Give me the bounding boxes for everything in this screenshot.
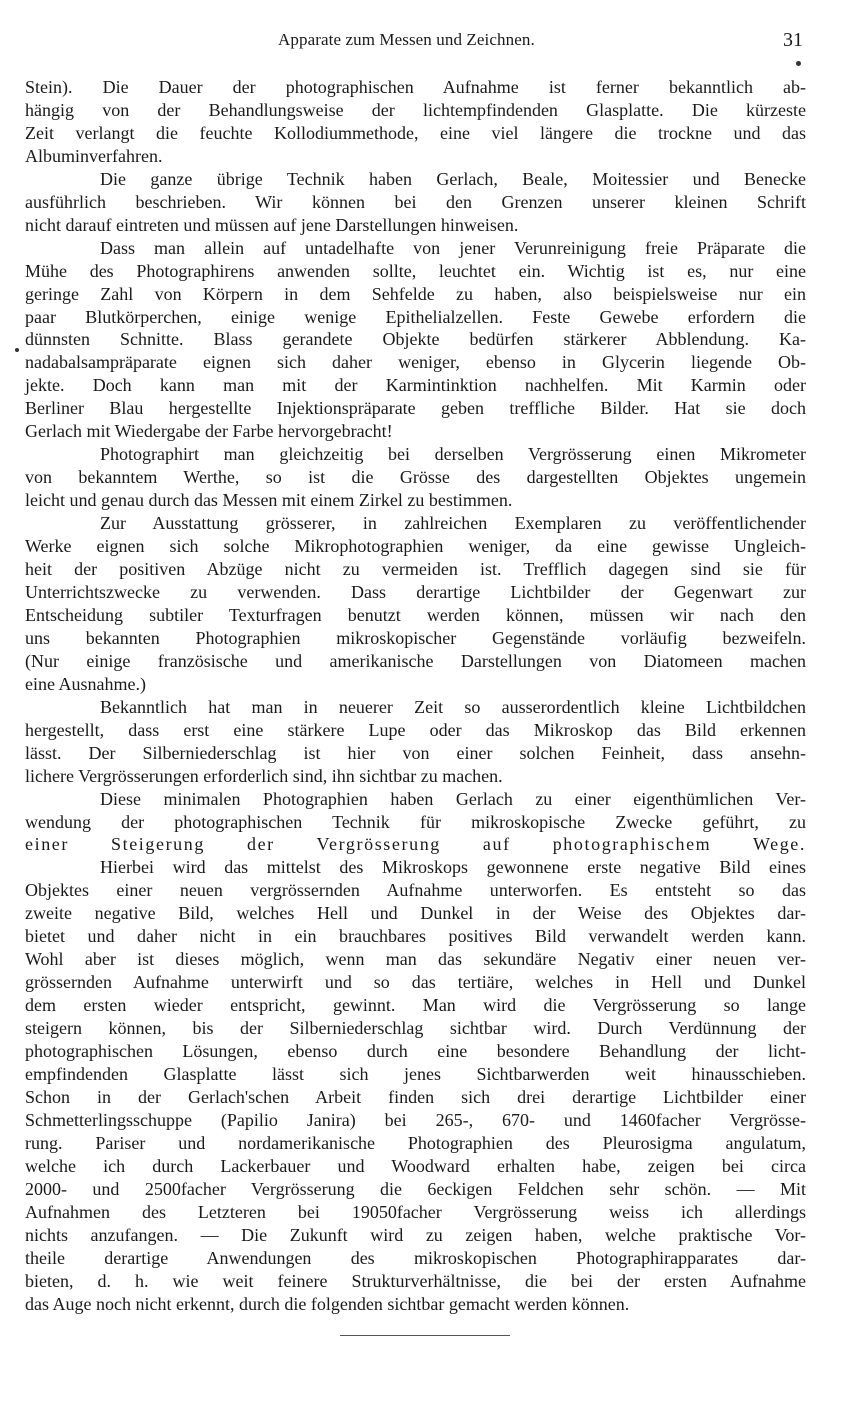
text-line: hergestellt, dass erst eine stärkere Lupe oder das Mikroskop das Bild erkennen [25,719,806,740]
text-line: Albuminverfahren. [25,145,163,166]
text-line: Unterrichtszwecke zu verwenden. Dass derartige Lichtbilder der Gegenwart zur [25,581,806,602]
text-line: lässt. Der Silberniederschlag ist hier von einer solchen Feinheit, dass ansehn- [25,742,806,763]
text-line: Hierbei wird das mittelst des Mikroskops gewonnene erste negative Bild eines [100,857,806,878]
text-line: 2000- und 2500facher Vergrösserung die 6eckigen Feldchen sehr schön. — Mit [25,1178,806,1199]
paragraph [25,237,806,444]
text-line: Stein). Die Dauer der photographischen Aufnahme ist ferner bekanntlich ab- [25,77,806,97]
paragraph [25,443,806,512]
text-line: Schmetterlingsschuppe (Papilio Janira) bei 265-, 670- und 1460facher Vergrösse- [25,1109,806,1130]
end-rule [340,1335,510,1336]
text-line: Wohl aber ist dieses möglich, wenn man das sekundäre Negativ einer neuen ver- [25,949,806,970]
running-head [0,30,860,54]
text-line: Schon in der Gerlach'schen Arbeit finden sich drei derartige Lichtbilder einer [25,1086,806,1107]
text-line: einer Steigerung der Vergrösserung auf photographischem Wege. [25,834,806,855]
paragraph [25,76,806,168]
text-line: eine Ausnahme.) [25,673,146,694]
text-line: Zeit verlangt die feuchte Kollodiummethode, eine viel längere die trockne und das [25,122,806,143]
text-line: das Auge noch nicht erkennt, durch die folgenden sichtbar gemacht werden können. [25,1293,630,1314]
text-line: grössernden Aufnahme unterwirft und so das tertiäre, welches in Hell und Dunkel [25,972,806,993]
text-line: hängig von der Behandlungsweise der lichtempfindenden Glasplatte. Die kürzeste [25,99,806,120]
text-line: wendung der photographischen Technik für mikroskopische Zwecke geführt, zu [25,811,806,832]
text-line: uns bekannten Photographien mikroskopischer Gegenstände vorläufig bezweifeln. [25,627,806,648]
text-line: welche ich durch Lackerbauer und Woodward erhalten habe, zeigen bei circa [25,1155,806,1176]
text-line: photographischen Lösungen, ebenso durch eine besondere Behandlung der licht- [25,1041,806,1062]
text-line: rung. Pariser und nordamerikanische Photographien des Pleurosigma angulatum, [25,1132,806,1153]
text-line: bieten, d. h. wie weit feinere Strukturverhältnisse, die bei der ersten Aufnahme [25,1270,806,1291]
text-line: heit der positiven Abzüge nicht zu vermeiden ist. Trefflich dagegen sind sie für [25,559,806,580]
text-line: Werke eignen sich solche Mikrophotographien weniger, da eine gewisse Ungleich- [25,536,806,557]
text-line: lichere Vergrösserungen erforderlich sind, ihn sichtbar zu machen. [25,765,503,786]
text-line: Die ganze übrige Technik haben Gerlach, Beale, Moitessier und Benecke [100,168,806,189]
text-line: nadabalsampräparate eignen sich daher weniger, ebenso in Glycerin liegende Ob- [25,352,806,373]
paragraph [25,856,806,1315]
paragraph [25,788,806,857]
text-line: steigern können, bis der Silberniederschlag sichtbar wird. Durch Verdünnung der [25,1018,806,1039]
text-line: nicht darauf eintreten und müssen auf jene Darstellungen hinweisen. [25,214,519,235]
text-line: dünnsten Schnitte. Blass gerandete Objekte bedürfen stärkerer Abblendung. Ka- [25,329,806,350]
paragraph [25,512,806,696]
text-line: Gerlach mit Wiedergabe der Farbe hervorgebracht! [25,421,393,442]
text-line: bietet und daher nicht in ein brauchbares positives Bild verwandelt werden kann. [25,926,806,947]
text-line: Photographirt man gleichzeitig bei derselben Vergrösserung einen Mikrometer [100,444,806,465]
page-number: 31 [783,29,803,51]
text-line: Bekanntlich hat man in neuerer Zeit so ausserordentlich kleine Lichtbildchen [100,696,806,717]
text-line: Dass man allein auf untadelhafte von jener Verunreinigung freie Präparate die [100,237,806,258]
text-line: ausführlich beschrieben. Wir können bei den Grenzen unserer kleinen Schrift [25,191,806,212]
text-line: Aufnahmen des Letzteren bei 19050facher Vergrösserung weiss ich allerdings [25,1201,806,1222]
ink-speck [796,61,801,66]
text-line: dem ersten wieder entspricht, gewinnt. Man wird die Vergrösserung so lange [25,995,806,1016]
text-line: (Nur einige französische und amerikanische Darstellungen von Diatomeen machen [25,650,806,671]
text-line: Mühe des Photographirens anwenden sollte, leuchtet ein. Wichtig ist es, nur eine [25,260,806,281]
text-line: paar Blutkörperchen, einige wenige Epithelialzellen. Feste Gewebe erfordern die [25,306,806,327]
paragraph [25,168,806,237]
text-line: theile derartige Anwendungen des mikroskopischen Photographirapparates dar- [25,1247,806,1268]
text-line: zweite negative Bild, welches Hell und Dunkel in der Weise des Objektes dar- [25,903,806,924]
text-line: Objektes einer neuen vergrössernden Aufnahme unterworfen. Es entsteht so das [25,880,806,901]
ink-speck [15,348,19,352]
paragraph [25,696,806,788]
text-line: nichts anzufangen. — Die Zukunft wird zu zeigen haben, welche praktische Vor- [25,1224,806,1245]
text-line: von bekanntem Werthe, so ist die Grösse des dargestellten Objektes ungemein [25,467,806,488]
text-line: Berliner Blau hergestellte Injektionspräparate geben treffliche Bilder. Hat sie doch [25,398,806,419]
text-line: empfindenden Glasplatte lässt sich jenes Sichtbarwerden weit hinausschieben. [25,1063,806,1084]
text-line: geringe Zahl von Körpern in dem Sehfelde zu haben, also beispielsweise nur ein [25,283,806,304]
running-head-title: Apparate zum Messen und Zeichnen. [278,30,535,49]
text-line: Entscheidung subtiler Texturfragen benutzt werden können, müssen wir nach den [25,604,806,625]
text-line: Diese minimalen Photographien haben Gerlach zu einer eigenthümlichen Ver- [100,788,806,809]
text-line: leicht und genau durch das Messen mit einem Zirkel zu bestimmen. [25,490,513,511]
body-text [25,76,806,1315]
text-line: Zur Ausstattung grösserer, in zahlreichen Exemplaren zu veröffentlichender [100,513,806,534]
text-line: jekte. Doch kann man mit der Karmintinktion nachhelfen. Mit Karmin oder [25,375,806,396]
